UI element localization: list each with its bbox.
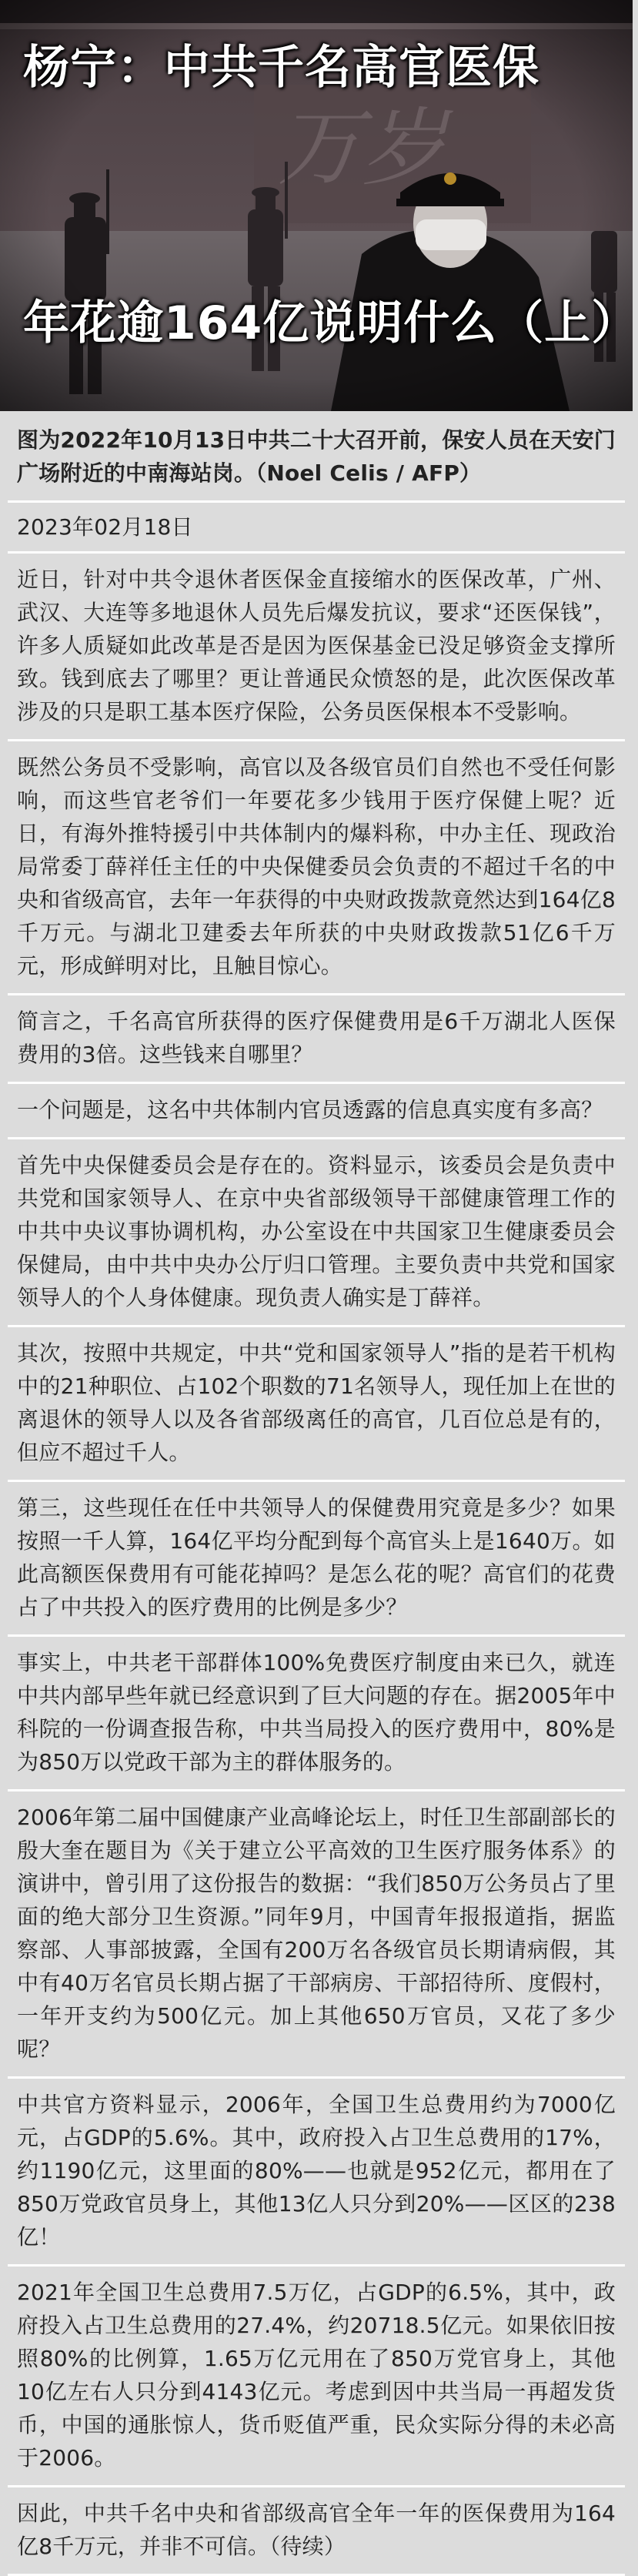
paragraph: 因此，中共千名中央和省部级高官全年一年的医保费用为164亿8千万元，并非不可信。（待续） (8, 2487, 625, 2576)
paragraph: 近日，针对中共令退休者医保金直接缩水的医保改革，广州、武汉、大连等多地退休人员先后爆发抗议，要求“还医保钱”，许多人质疑如此改革是否是因为医保基金已没足够资金支撑所致。钱到底去了哪里？更让普通民众愤怒的是，此次医保改革涉及的只是职工基本医疗保险，公务员医保根本不受影响。 (8, 554, 625, 741)
paragraph: 简言之，千名高官所获得的医疗保健费用是6千万湖北人医保费用的3倍。这些钱来自哪里？ (8, 995, 625, 1084)
image-caption: 图为2022年10月13日中共二十大召开前，保安人员在天安门广场附近的中南海站岗。（Noel Celis / AFP） (8, 411, 625, 503)
paragraph: 中共官方资料显示，2006年，全国卫生总费用约为7000亿元，占GDP的5.6%。其中，政府投入占卫生总费用的17%，约1190亿元，这里面的80%——也就是952亿元，都用在了850万党政官员身上，其他13亿人只分到20%——区区的238亿！ (8, 2079, 625, 2267)
hero-title-line1: 杨宁：中共千名高官医保 (23, 41, 539, 95)
paragraph: 首先中央保健委员会是存在的。资料显示，该委员会是负责中共党和国家领导人、在京中央省部级领导干部健康管理工作的中共中央议事协调机构，办公室设在中共国家卫生健康委员会保健局，由中共中央办公厅归口管理。主要负责中共党和国家领导人的个人身体健康。现负责人确实是丁薛祥。 (8, 1139, 625, 1327)
article-body (0, 411, 633, 2576)
paragraph: 2006年第二届中国健康产业高峰论坛上，时任卫生部副部长的殷大奎在题目为《关于建立公平高效的卫生医疗服务体系》的演讲中，曾引用了这份报告的数据：“我们850万公务员占了里面的绝大部分卫生资源。”同年9月，中国青年报报道指，据监察部、人事部披露，全国有200万名各级官员长期请病假，其中有40万名官员长期占据了干部病房、干部招待所、度假村，一年开支约为500亿元。加上其他650万官员，又花了多少呢？ (8, 1791, 625, 2079)
paragraph: 第三，这些现任在任中共领导人的保健费用究竟是多少？如果按照一千人算，164亿平均分配到每个高官头上是1640万。如此高额医保费用有可能花掉吗？是怎么花的呢？高官们的花费占了中共投入的医疗费用的比例是多少？ (8, 1482, 625, 1637)
hero-image (0, 0, 638, 411)
paragraph: 2021年全国卫生总费用7.5万亿，占GDP的6.5%，其中，政府投入占卫生总费用的27.4%，约20718.5亿元。如果依旧按照80%的比例算，1.65万亿元用在了850万党官身上，其他10亿左右人只分到4143亿元。考虑到因中共当局一再超发货币，中国的通胀惊人，货币贬值严重，民众实际分得的未必高于2006。 (8, 2267, 625, 2487)
paragraph: 事实上，中共老干部群体100%免费医疗制度由来已久，就连中共内部早些年就已经意识到了巨大问题的存在。据2005年中科院的一份调查报告称，中共当局投入的医疗费用中，80%是为850万以党政干部为主的群体服务的。 (8, 1637, 625, 1791)
paragraph: 其次，按照中共规定，中共“党和国家领导人”指的是若干机构中的21种职位、占102个职数的71名领导人，现任加上在世的离退休的领导人以及各省部级离任的高官，几百位总是有的，但应不超过千人。 (8, 1327, 625, 1482)
paragraph: 既然公务员不受影响，高官以及各级官员们自然也不受任何影响，而这些官老爷们一年要花多少钱用于医疗保健上呢？近日，有海外推特援引中共体制内的爆料称，中办主任、现政治局常委丁薛祥任主任的中央保健委员会负责的不超过千名的中央和省级高官，去年一年获得的中央财政拨款竟然达到164亿8千万元。与湖北卫建委去年所获的中央财政拨款51亿6千万元，形成鲜明对比，且触目惊心。 (8, 741, 625, 995)
hero-title-line2: 年花逾164亿说明什么（上） (23, 296, 638, 350)
paragraph: 一个问题是，这名中共体制内官员透露的信息真实度有多高？ (8, 1084, 625, 1139)
publish-date: 2023年02月18日 (8, 503, 625, 554)
